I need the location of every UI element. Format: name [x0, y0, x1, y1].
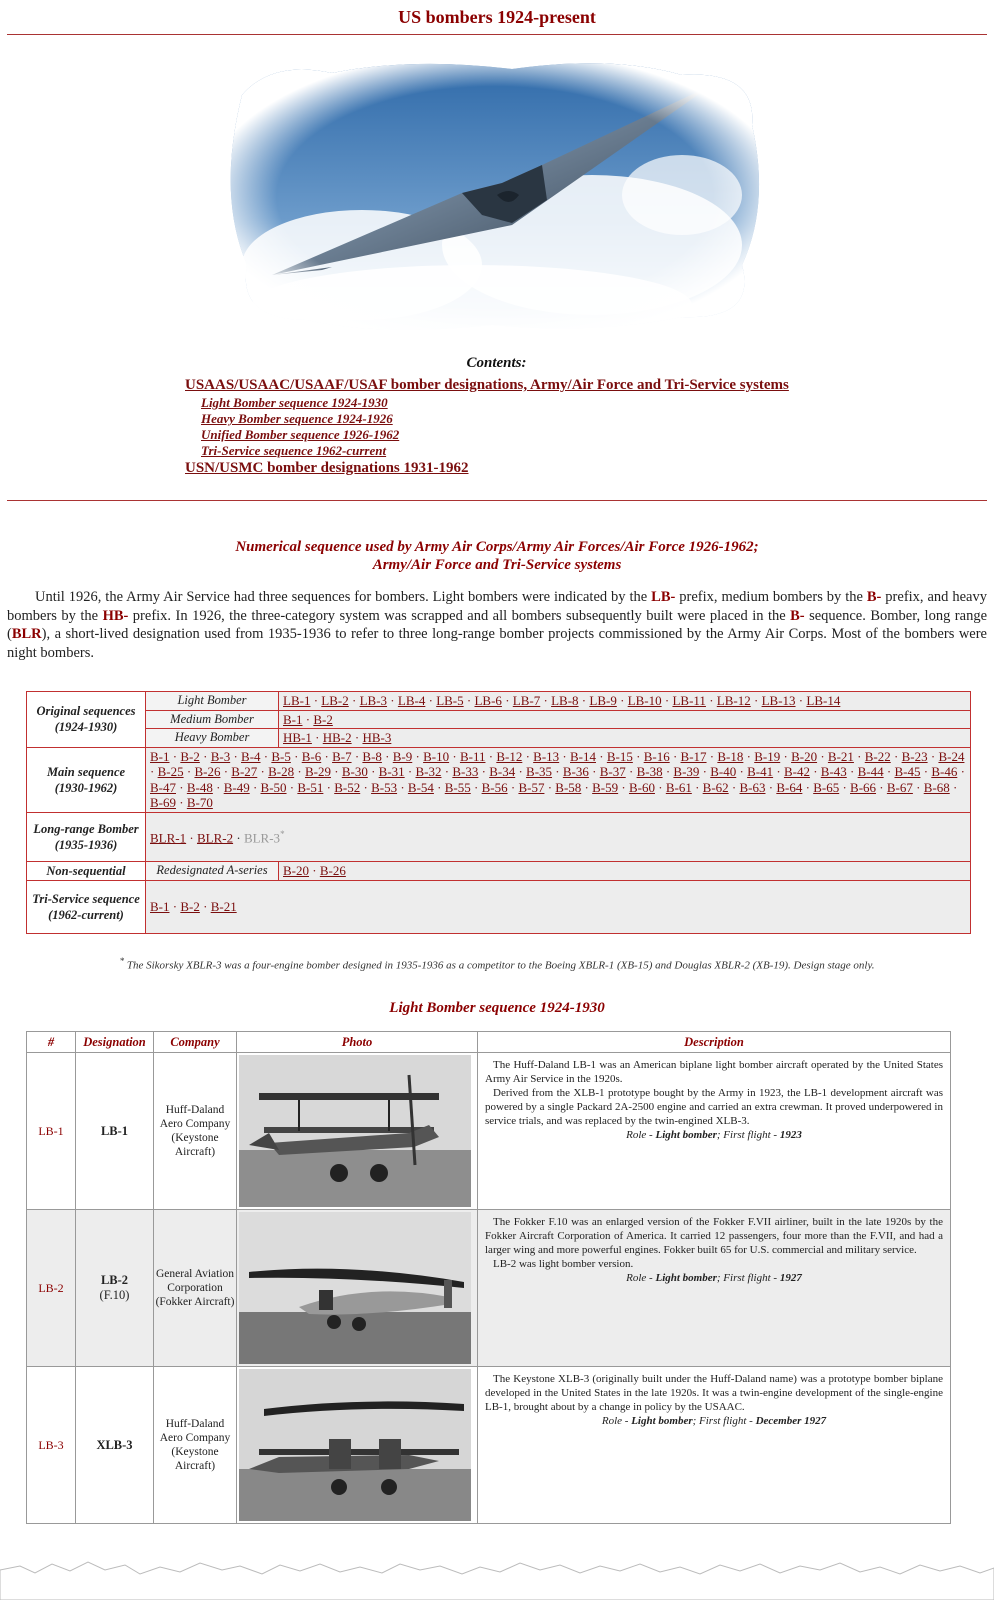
designation-link-b-48[interactable]: B-48 — [186, 779, 213, 795]
contents-link-usaas[interactable]: USAAS/USAAC/USAAF/USAF bomber designations, Army/Air Force and Tri-Service systems — [185, 377, 789, 393]
designation-link-b-19[interactable]: B-19 — [754, 748, 781, 764]
row-designation: LB-2 (F.10) — [76, 1210, 154, 1367]
separator: · — [309, 862, 320, 878]
separator: · — [311, 730, 323, 745]
designation-link-hb-3[interactable]: HB-3 — [362, 730, 392, 745]
group-long-range: Long-range Bomber (1935-1936) — [27, 812, 146, 861]
designation-link-lb-4[interactable]: LB-4 — [397, 693, 426, 708]
separator: · — [957, 764, 965, 779]
col-company: Company — [154, 1032, 237, 1053]
row-designation: LB-1 — [76, 1053, 154, 1210]
designation-link-b-38[interactable]: B-38 — [636, 764, 663, 779]
designation-link-b-65[interactable]: B-65 — [813, 779, 840, 795]
separator: · — [212, 779, 224, 795]
designation-link-b-63[interactable]: B-63 — [739, 779, 766, 795]
designation-link-b-47[interactable]: B-47 — [150, 779, 176, 795]
separator: · — [249, 779, 261, 795]
separator: · — [501, 693, 513, 708]
row-photo — [237, 1210, 478, 1367]
designation-link-b-2[interactable]: B-2 — [180, 748, 200, 764]
separator: · — [654, 779, 666, 795]
separator: · — [773, 764, 784, 779]
contents-link-tri-service[interactable]: Tri-Service sequence 1962-current — [201, 443, 387, 458]
col-num: # — [27, 1032, 76, 1053]
separator: · — [809, 764, 821, 779]
designation-link-b-25[interactable]: B-25 — [157, 764, 184, 779]
designation-link-lb-8[interactable]: LB-8 — [551, 693, 579, 708]
links-main-sequence — [146, 747, 971, 812]
separator: · — [515, 764, 527, 779]
separator: · — [949, 779, 958, 795]
separator: · — [540, 693, 552, 708]
designation-link-b-14[interactable]: B-14 — [570, 748, 596, 764]
designation-link-b-52[interactable]: B-52 — [334, 779, 361, 795]
designation-link-lb-13[interactable]: LB-13 — [761, 693, 796, 708]
table-row — [27, 1053, 951, 1210]
designation-link-b-2[interactable]: B-2 — [180, 898, 200, 914]
designation-link-b-41[interactable]: B-41 — [747, 764, 774, 779]
separator: · — [485, 748, 497, 764]
separator: · — [743, 748, 755, 764]
designation-link-b-36[interactable]: B-36 — [562, 764, 589, 779]
designation-link-b-21[interactable]: B-21 — [210, 898, 237, 914]
separator: · — [876, 779, 887, 795]
designation-link-b-40[interactable]: B-40 — [710, 764, 737, 779]
designation-link-b-29[interactable]: B-29 — [304, 764, 331, 779]
hero-image — [0, 35, 994, 355]
row-photo — [237, 1367, 478, 1524]
designation-link-lb-11[interactable]: LB-11 — [672, 693, 706, 708]
separator: · — [736, 764, 748, 779]
separator: · — [699, 764, 711, 779]
separator: · — [802, 779, 814, 795]
sub-light-bomber: Light Bomber — [146, 692, 279, 711]
designation-link-lb-12[interactable]: LB-12 — [716, 693, 751, 708]
designation-link-lb-6[interactable]: LB-6 — [474, 693, 502, 708]
designation-link-b-32[interactable]: B-32 — [415, 764, 442, 779]
designation-link-b-1[interactable]: B-1 — [150, 748, 170, 764]
separator: · — [632, 748, 644, 764]
designation-link-b-1[interactable]: B-1 — [150, 898, 170, 914]
stealth-bomber-illustration — [212, 55, 772, 337]
designation-link-b-11[interactable]: B-11 — [459, 748, 486, 764]
links-light-bomber — [279, 692, 971, 711]
designation-link-b-42[interactable]: B-42 — [783, 764, 810, 779]
separator: · — [294, 764, 305, 779]
section-title-line2: Army/Air Force and Tri-Service systems — [372, 557, 622, 573]
designation-link-b-39[interactable]: B-39 — [673, 764, 700, 779]
designation-link-b-58[interactable]: B-58 — [555, 779, 582, 795]
designation-link-b-20[interactable]: B-20 — [283, 862, 309, 878]
separator: · — [890, 748, 902, 764]
monoplane-photo — [239, 1212, 471, 1364]
separator: · — [669, 748, 681, 764]
biplane-photo — [239, 1369, 471, 1521]
separator: · — [367, 764, 379, 779]
row-company: General Aviation Corporation (Fokker Aircraft) — [154, 1210, 237, 1367]
separator: · — [618, 779, 629, 795]
contents-link-light-bomber[interactable]: Light Bomber sequence 1924-1930 — [201, 395, 388, 410]
separator: · — [478, 764, 490, 779]
designation-link-lb-10[interactable]: LB-10 — [627, 693, 662, 708]
col-designation: Designation — [76, 1032, 154, 1053]
designation-link-b-49[interactable]: B-49 — [223, 779, 250, 795]
blr-3-label: BLR-3 — [243, 830, 281, 846]
separator: · — [290, 748, 302, 764]
designation-link-b-51[interactable]: B-51 — [297, 779, 324, 795]
links-tri-service — [146, 880, 971, 933]
contents-link-heavy-bomber[interactable]: Heavy Bomber sequence 1924-1926 — [201, 411, 393, 426]
designation-link-b-10[interactable]: B-10 — [423, 748, 450, 764]
designation-link-b-9[interactable]: B-9 — [392, 748, 413, 764]
separator: · — [441, 764, 453, 779]
separator: · — [321, 748, 333, 764]
separator: · — [912, 779, 924, 795]
designation-link-b-57[interactable]: B-57 — [518, 779, 545, 795]
designation-link-b-30[interactable]: B-30 — [341, 764, 368, 779]
designation-link-b-50[interactable]: B-50 — [260, 779, 287, 795]
designation-link-b-8[interactable]: B-8 — [362, 748, 382, 764]
designation-link-b-12[interactable]: B-12 — [496, 748, 523, 764]
separator: · — [286, 779, 298, 795]
separator: · — [507, 779, 519, 795]
light-bomber-table — [26, 1031, 951, 1524]
designation-link-b-53[interactable]: B-53 — [371, 779, 398, 795]
separator: · — [522, 748, 534, 764]
contents-list — [185, 355, 994, 478]
separator: · — [853, 748, 865, 764]
separator: · — [412, 748, 424, 764]
designation-link-b-43[interactable]: B-43 — [820, 764, 847, 779]
separator: · — [581, 779, 593, 795]
sub-medium-bomber: Medium Bomber — [146, 710, 279, 729]
separator: · — [705, 693, 717, 708]
designation-link-b-26[interactable]: B-26 — [319, 862, 346, 878]
separator: · — [691, 779, 703, 795]
row-photo — [237, 1053, 478, 1210]
separator: · — [323, 779, 335, 795]
section-title — [0, 538, 994, 574]
separator: · — [817, 748, 828, 764]
row-description: The Huff-Daland LB-1 was an American biplane light bomber aircraft operated by the United States Army Air Service in the 1920s. Derived from the XLB-1 prototype bought by the Army in 1923, the LB-1 development aircraft was powered by a single Packard 2A-2500 engine and carried an extra crewman. It proved underpowered in service trials, and was replaced by the twin-engined XLB-3. Role - Light bomber; First flight - 1923 — [478, 1053, 951, 1210]
separator: · — [616, 693, 628, 708]
separator: · — [661, 693, 673, 708]
separator: · — [257, 764, 269, 779]
separator: · — [387, 693, 398, 708]
intro-paragraph: Until 1926, the Army Air Service had three sequences for bombers. Light bombers were indicated by the LB- prefix, medium bombers by the B- prefix, and heavy bombers by the HB- prefix. In 1926, the three-category system was scrapped and all bombers subsequently built were placed in the B- sequence. Bomber, long range (BLR), a short-lived designation used from 1935-1936 to refer to three long-range bomber projects commissioned by the Army Air Corps. Most of the bombers were night bombers. — [7, 589, 988, 661]
separator: · — [199, 898, 211, 914]
row-designation: XLB-3 — [76, 1367, 154, 1524]
links-medium-bomber — [279, 710, 971, 729]
separator: · — [559, 748, 570, 764]
designation-link-b-35[interactable]: B-35 — [526, 764, 553, 779]
separator: · — [351, 748, 363, 764]
separator: · — [728, 779, 740, 795]
separator: · — [552, 764, 563, 779]
designation-link-b-44[interactable]: B-44 — [857, 764, 884, 779]
separator: · — [433, 779, 445, 795]
designation-link-lb-7[interactable]: LB-7 — [512, 693, 541, 708]
separator: · — [425, 693, 437, 708]
separator: · — [169, 898, 181, 914]
designation-link-b-59[interactable]: B-59 — [592, 779, 619, 795]
designation-link-b-3[interactable]: B-3 — [210, 748, 231, 764]
separator: · — [750, 693, 762, 708]
designation-link-b-55[interactable]: B-55 — [444, 779, 471, 795]
designation-link-b-70[interactable]: B-70 — [186, 795, 213, 810]
designation-link-b-2[interactable]: B-2 — [313, 711, 333, 727]
col-photo: Photo — [237, 1032, 478, 1053]
designation-link-b-60[interactable]: B-60 — [628, 779, 655, 795]
separator: · — [260, 748, 272, 764]
designation-link-b-1[interactable]: B-1 — [283, 711, 303, 727]
footnote: * The Sikorsky XBLR-3 was a four-engine bomber designed in 1935-1936 as a competitor to the Boeing XBLR-1 (XB-15) and Douglas XBLR-2 (XB-19). Design stage only. — [119, 955, 875, 972]
separator: · — [920, 764, 932, 779]
designation-link-b-16[interactable]: B-16 — [643, 748, 670, 764]
designation-link-b-26[interactable]: B-26 — [194, 764, 221, 779]
sub-heavy-bomber: Heavy Bomber — [146, 729, 279, 748]
designation-link-b-68[interactable]: B-68 — [923, 779, 950, 795]
contents-heading: Contents: — [466, 355, 527, 371]
designation-link-b-24[interactable]: B-24 — [938, 748, 965, 764]
designation-link-b-4[interactable]: B-4 — [241, 748, 261, 764]
group-tri-service: Tri-Service sequence (1962-current) — [27, 880, 146, 933]
separator: · — [199, 748, 211, 764]
links-long-range: BLR-1 · BLR-2 · BLR-3* — [146, 812, 971, 861]
designation-link-b-21[interactable]: B-21 — [827, 748, 854, 764]
designation-link-b-23[interactable]: B-23 — [901, 748, 928, 764]
separator: · — [588, 764, 600, 779]
separator: · — [578, 693, 590, 708]
col-description: Description — [478, 1032, 951, 1053]
designation-link-b-37[interactable]: B-37 — [599, 764, 626, 779]
separator: · — [846, 764, 858, 779]
separator: · — [348, 693, 360, 708]
designation-link-b-22[interactable]: B-22 — [864, 748, 891, 764]
separator: · — [470, 779, 482, 795]
separator: · — [397, 779, 408, 795]
separator: · — [310, 693, 322, 708]
separator: · — [463, 693, 475, 708]
designation-link-b-67[interactable]: B-67 — [886, 779, 913, 795]
separator: · — [765, 779, 777, 795]
separator: · — [449, 748, 460, 764]
designation-link-b-31[interactable]: B-31 — [378, 764, 405, 779]
separator: · — [927, 748, 939, 764]
designation-link-hb-1[interactable]: HB-1 — [283, 730, 312, 745]
designation-link-b-5[interactable]: B-5 — [271, 748, 291, 764]
group-non-sequential: Non-sequential — [27, 861, 146, 880]
designation-link-b-6[interactable]: B-6 — [301, 748, 322, 764]
designation-link-lb-1[interactable]: LB-1 — [283, 693, 311, 708]
separator: · — [176, 795, 187, 810]
designation-link-b-56[interactable]: B-56 — [481, 779, 508, 795]
designation-link-lb-2[interactable]: LB-2 — [321, 693, 349, 708]
separator: · — [351, 730, 363, 745]
separator: · — [220, 764, 232, 779]
designation-link-b-66[interactable]: B-66 — [850, 779, 877, 795]
separator: · — [706, 748, 718, 764]
separator: · — [176, 779, 187, 795]
designation-link-lb-14[interactable]: LB-14 — [806, 693, 841, 708]
table-row — [27, 1210, 951, 1367]
designation-link-b-34[interactable]: B-34 — [489, 764, 516, 779]
designation-link-b-28[interactable]: B-28 — [268, 764, 295, 779]
designation-link-b-13[interactable]: B-13 — [533, 748, 560, 764]
separator: · — [381, 748, 393, 764]
designation-link-b-33[interactable]: B-33 — [452, 764, 479, 779]
row-num: LB-2 — [27, 1210, 76, 1367]
designation-link-b-20[interactable]: B-20 — [791, 748, 818, 764]
row-num: LB-3 — [27, 1367, 76, 1524]
separator: · — [183, 764, 195, 779]
designation-link-blr-1[interactable]: BLR-1 — [150, 830, 187, 846]
row-description: The Fokker F.10 was an enlarged version of the Fokker F.VII airliner, built in the late 1920s by the Fokker Aircraft Corporation of America. It carried 12 passengers, four more than the F.VII, and had a larger wing and more powerful engines. Fokker built 65 for U.S. commercial and military service. LB-2 was light bomber version. Role - Light bomber; First flight - 1927 — [478, 1210, 951, 1367]
separator: · — [625, 764, 637, 779]
designation-link-b-7[interactable]: B-7 — [332, 748, 352, 764]
row-company: Huff-Daland Aero Company (Keystone Aircraft) — [154, 1367, 237, 1524]
section-title-line1: Numerical sequence used by Army Air Corps/Army Air Forces/Air Force 1926-1962; — [235, 539, 759, 555]
designation-link-b-45[interactable]: B-45 — [894, 764, 921, 779]
links-heavy-bomber — [279, 729, 971, 748]
designation-link-b-64[interactable]: B-64 — [776, 779, 803, 795]
table-row — [27, 1367, 951, 1524]
designation-link-b-46[interactable]: B-46 — [931, 764, 958, 779]
separator: · — [662, 764, 674, 779]
designation-link-hb-2[interactable]: HB-2 — [322, 730, 352, 745]
designation-link-lb-5[interactable]: LB-5 — [436, 693, 464, 708]
separator: · — [839, 779, 851, 795]
designation-link-b-15[interactable]: B-15 — [606, 748, 633, 764]
biplane-photo — [239, 1055, 471, 1207]
separator: · — [302, 711, 314, 727]
separator: · — [230, 748, 242, 764]
group-main: Main sequence (1930-1962) — [27, 747, 146, 812]
designation-link-b-69[interactable]: B-69 — [150, 795, 176, 810]
designation-link-lb-9[interactable]: LB-9 — [589, 693, 617, 708]
row-company: Huff-Daland Aero Company (Keystone Aircraft) — [154, 1053, 237, 1210]
separator: · — [360, 779, 372, 795]
designation-link-blr-2[interactable]: BLR-2 — [196, 830, 234, 846]
group-original: Original sequences (1924-1930) — [27, 692, 146, 748]
page-title: US bombers 1924-present — [398, 7, 596, 27]
contents-link-unified-bomber[interactable]: Unified Bomber sequence 1926-1962 — [201, 427, 400, 442]
light-bomber-title: Light Bomber sequence 1924-1930 — [389, 1000, 605, 1017]
separator: · — [544, 779, 556, 795]
row-num: LB-1 — [27, 1053, 76, 1210]
designation-link-lb-3[interactable]: LB-3 — [359, 693, 388, 708]
separator: · — [186, 830, 197, 846]
separator: · — [883, 764, 895, 779]
designation-link-b-17[interactable]: B-17 — [680, 748, 707, 764]
separator: · — [330, 764, 342, 779]
contents-link-usn-usmc[interactable]: USN/USMC bomber designations 1931-1962 — [185, 460, 469, 476]
sub-redesignated: Redesignated A-series — [146, 861, 279, 880]
row-description: The Keystone XLB-3 (originally built under the Huff-Daland name) was a prototype bomber biplane developed in the United States in the late 1920s. It was a twin-engine development of the single-engine LB-1, brought about by a change in policy by the USAAC. Role - Light bomber; First flight - December 1927 — [478, 1367, 951, 1524]
designation-link-b-61[interactable]: B-61 — [665, 779, 692, 795]
separator: · — [169, 748, 181, 764]
torn-edge — [0, 1540, 994, 1600]
designation-sequence-table — [26, 691, 971, 934]
designation-link-b-54[interactable]: B-54 — [407, 779, 434, 795]
links-non-sequential — [279, 861, 971, 880]
separator: · — [404, 764, 416, 779]
designation-link-b-62[interactable]: B-62 — [702, 779, 729, 795]
designation-link-b-18[interactable]: B-18 — [717, 748, 744, 764]
separator: · — [150, 764, 158, 779]
separator: · — [795, 693, 807, 708]
separator: · — [780, 748, 792, 764]
footnote-mark: * — [280, 829, 285, 840]
designation-link-b-27[interactable]: B-27 — [231, 764, 258, 779]
separator: · — [596, 748, 607, 764]
